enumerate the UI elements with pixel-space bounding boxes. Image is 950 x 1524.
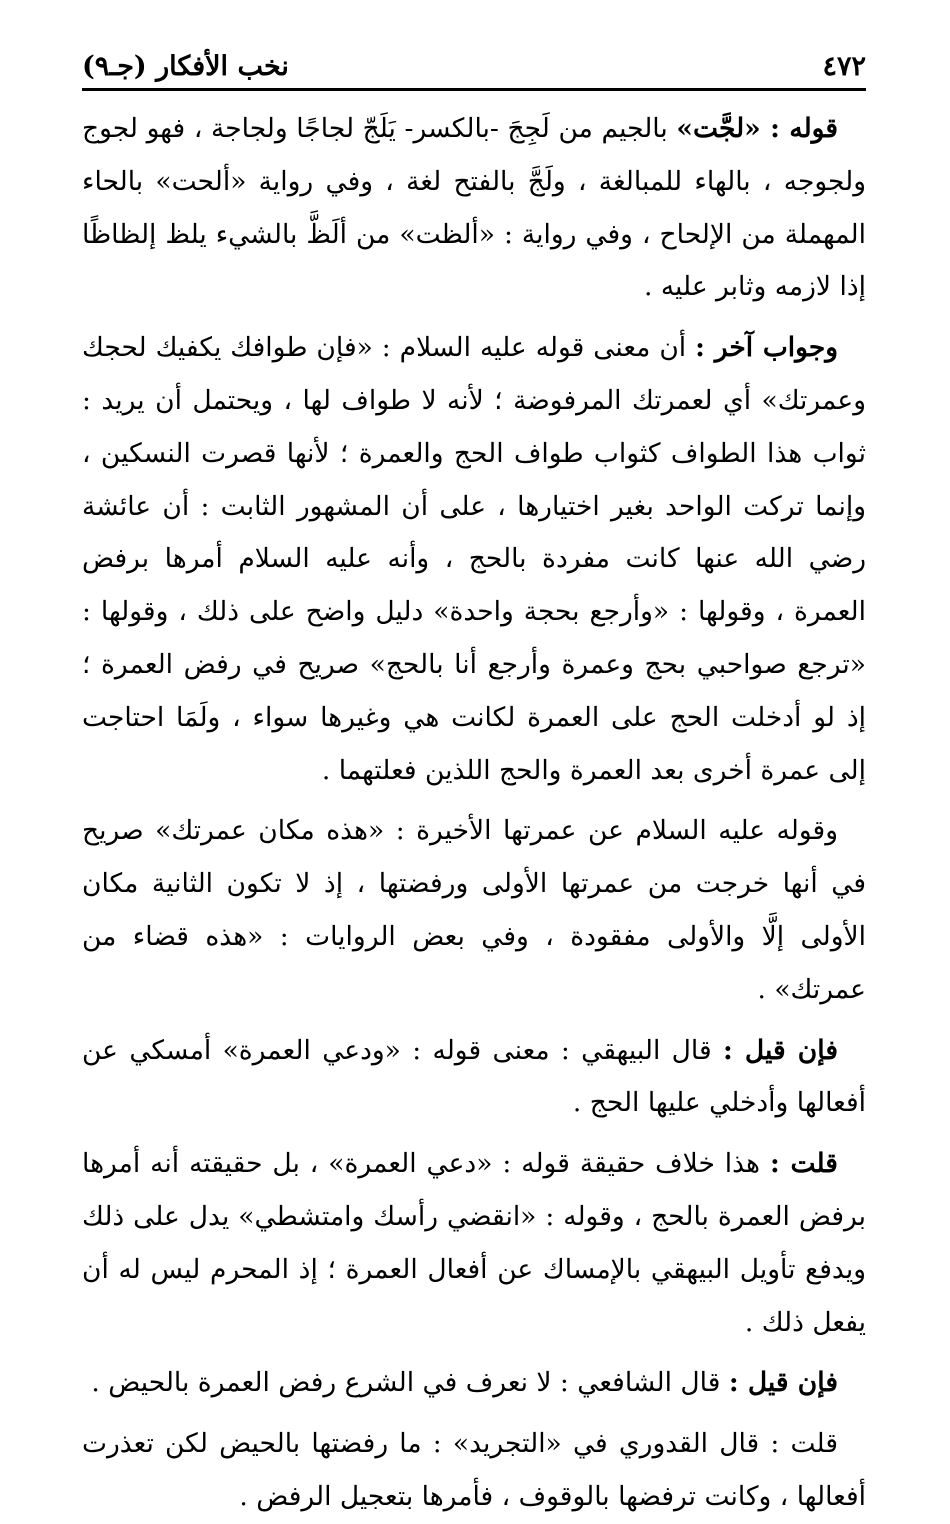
- paragraph-text: قال الشافعي : لا نعرف في الشرع رفض العمرة بالحيض .: [91, 1367, 729, 1399]
- paragraph-text: وقوله عليه السلام عن عمرتها الأخيرة : «هذه مكان عمرتك» صريح في أنها خرجت من عمرتها الأولى ورفضتها ، إذ لا تكون الثانية مكان الأولى إلَّا والأولى مفقودة ، وفي بعض الروايات : «هذه قضاء من عمرتك» .: [82, 815, 866, 1005]
- page-body: [82, 103, 866, 1524]
- paragraph: [82, 322, 866, 797]
- paragraph: [82, 1418, 866, 1524]
- paragraph-lead: قلت :: [769, 1148, 838, 1180]
- paragraph-text: بالجيم من لَجِجَ -بالكسر- يَلَجّ لجاجًا ولجاجة ، فهو لجوج ولجوجه ، بالهاء للمبالغة ، ولَجَّ بالفتح لغة ، وفي رواية «ألحت» بالحاء المهملة من الإلحاح ، وفي رواية : «ألظت» من ألَظَّ بالشيء يلظ إلظاظًا إذا لازمه وثابر عليه .: [82, 113, 866, 303]
- paragraph-text: قلت : قال القدوري في «التجريد» : ما رفضتها بالحيض لكن تعذرت أفعالها ، وكانت ترفضها بالوقوف ، فأمرها بتعجيل الرفض .: [82, 1428, 866, 1512]
- paragraph: [82, 1138, 866, 1349]
- paragraph-text: قال البيهقي : معنى قوله : «ودعي العمرة» أمسكي عن أفعالها وأدخلي عليها الحج .: [82, 1034, 866, 1119]
- paragraph-text: هذا خلاف حقيقة قوله : «دعي العمرة» ، بل حقيقته أنه أمرها برفض العمرة بالحج ، وقوله : «انقضي رأسك وامتشطي» يدل على ذلك ويدفع تأويل البيهقي بالإمساك عن أفعال العمرة ؛ إذ المحرم ليس له أن يفعل ذلك .: [82, 1148, 866, 1338]
- paragraph-lead: فإن قيل :: [728, 1367, 838, 1399]
- paragraph-lead: وجواب آخر :: [695, 332, 839, 364]
- running-title: نخب الأفكار (جـ٩): [82, 51, 289, 82]
- page-header: [82, 38, 866, 82]
- paragraph-lead: قوله : «لجَّت»: [676, 113, 839, 144]
- paragraph-lead: فإن قيل :: [722, 1034, 838, 1066]
- page-number: ٤٧٢: [822, 51, 866, 82]
- paragraph: [82, 1357, 866, 1410]
- paragraph: [82, 1025, 866, 1131]
- paragraph: [82, 805, 866, 1016]
- paragraph-text: أن معنى قوله عليه السلام : «فإن طوافك يكفيك لحجك وعمرتك» أي لعمرتك المرفوضة ؛ لأنه لا طواف لها ، ويحتمل أن يريد : ثواب هذا الطواف كثواب طواف الحج والعمرة ؛ لأنها قصرت النسكين ، وإنما تركت الواحد بغير اختيارها ، على أن المشهور الثابت : أن عائشة رضي الله عنها كانت مفردة بالحج ، وأنه عليه السلام أمرها برفض العمرة ، وقولها : «وأرجع بحجة واحدة» دليل واضح على ذلك ، وقولها : «ترجع صواحبي بحج وعمرة وأرجع أنا بالحج» صريح في رفض العمرة ؛ إذ لو أدخلت الحج على العمرة لكانت هي وغيرها سواء ، ولَمَا احتاجت إلى عمرة أخرى بعد العمرة والحج اللذين فعلتهما .: [82, 332, 866, 786]
- paragraph: [82, 103, 866, 314]
- header-rule: [82, 88, 866, 91]
